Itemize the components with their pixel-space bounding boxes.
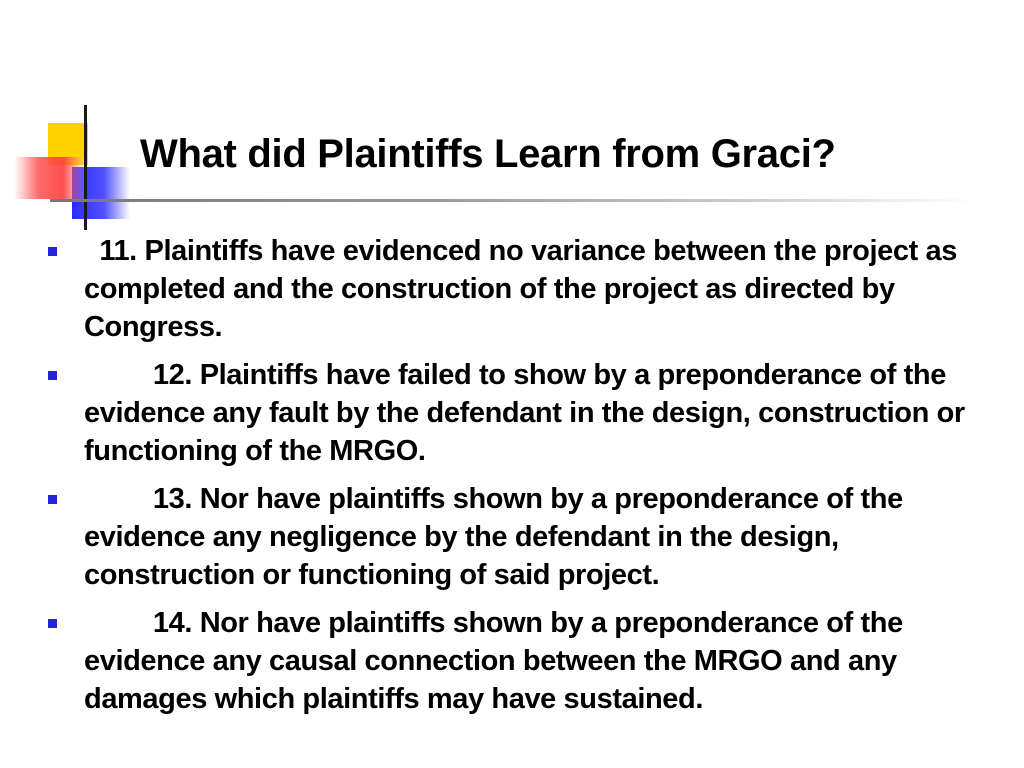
bullet-item-13: [40, 480, 990, 594]
bullet-text: 11. Plaintiffs have evidenced no variance between the project as completed and the construction of the project as directed by Congress.: [84, 235, 965, 343]
bullet-square-icon: [48, 495, 57, 504]
bullet-item-12: [40, 356, 990, 470]
logo-red-square: [14, 157, 84, 199]
bullet-item-14: [40, 604, 990, 718]
bullet-square-icon: [48, 247, 57, 256]
slide-title: What did Plaintiffs Learn from Graci?: [140, 132, 836, 176]
bullet-item-11: [40, 232, 990, 346]
bullet-list: [40, 232, 990, 728]
bullet-square-icon: [48, 371, 57, 380]
bullet-square-icon: [48, 619, 57, 628]
bullet-text: 12. Plaintiffs have failed to show by a preponderance of the evidence any fault by the defendant in the design, construction or functioning of the MRGO.: [84, 359, 973, 467]
title-divider: [50, 199, 980, 202]
logo-vertical-line: [84, 105, 87, 230]
bullet-text: 13. Nor have plaintiffs shown by a preponderance of the evidence any negligence by the defendant in the design, construction or functioning of said project.: [84, 483, 911, 591]
decorative-logo-icon: [10, 105, 140, 230]
bullet-text: 14. Nor have plaintiffs shown by a preponderance of the evidence any causal connection between the MRGO and any damages which plaintiffs may have sustained.: [84, 607, 911, 715]
